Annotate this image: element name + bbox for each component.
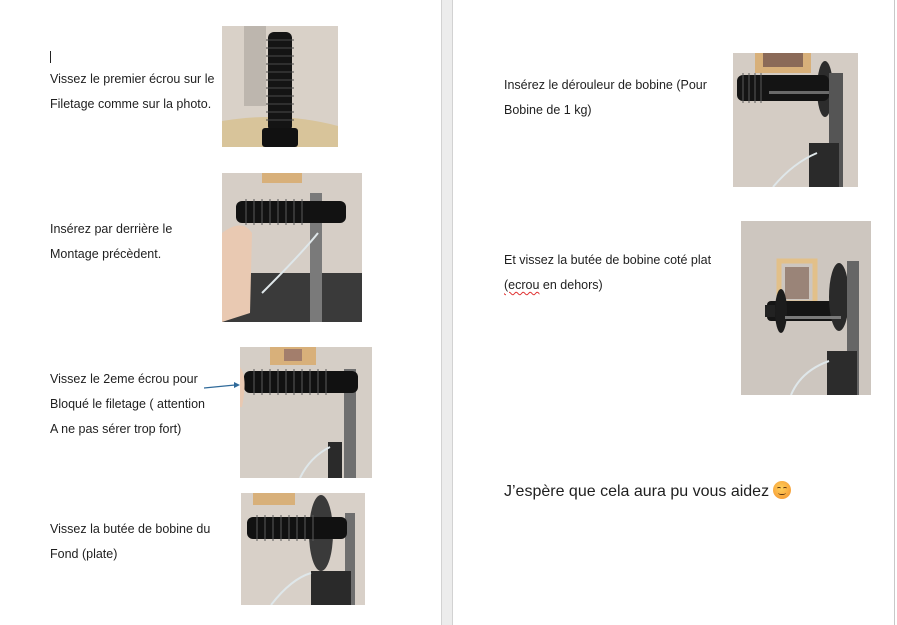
- step-6-text[interactable]: [504, 248, 711, 298]
- spool-holder-photo[interactable]: [733, 53, 858, 187]
- step-6-line-1: Et vissez la butée de bobine coté plat: [504, 253, 712, 267]
- threaded-rod-upright-photo[interactable]: [222, 26, 338, 147]
- step-3-line-3: A ne pas sérer trop fort): [50, 422, 182, 436]
- step-1-line-1: Vissez le premier écrou sur le: [50, 72, 215, 86]
- hand-inserting-rod-photo[interactable]: [222, 173, 362, 322]
- closing-text: J’espère que cela aura pu vous aidez: [504, 483, 770, 500]
- step-6-line-2-rest: en dehors): [542, 278, 603, 292]
- second-nut-photo[interactable]: [240, 347, 372, 478]
- step-5-line-2: Bobine de 1 kg): [504, 103, 592, 117]
- closing-message[interactable]: [504, 480, 791, 504]
- spool-stop-front-photo[interactable]: [741, 221, 871, 395]
- document-page-1[interactable]: [0, 0, 441, 625]
- step-4-line-1: Vissez la butée de bobine du: [50, 522, 211, 536]
- step-5-line-1: Insérez le dérouleur de bobine (Pour: [504, 78, 707, 92]
- step-3-line-2: Bloqué le filetage ( attention: [50, 397, 205, 411]
- page-separator: [441, 0, 453, 625]
- step-2-text[interactable]: [50, 217, 172, 267]
- arrow-pointer-icon: [204, 381, 240, 391]
- step-3-text[interactable]: [50, 367, 205, 442]
- document-page-2[interactable]: [453, 0, 895, 625]
- step-1-text[interactable]: [50, 67, 214, 117]
- step-3-line-1: Vissez le 2eme écrou pour: [50, 372, 198, 386]
- step-4-text[interactable]: [50, 517, 210, 567]
- step-5-text[interactable]: [504, 73, 707, 123]
- step-4-line-2: Fond (plate): [50, 547, 118, 561]
- step-1-line-2: Filetage comme sur la photo.: [50, 97, 212, 111]
- spool-stop-back-photo[interactable]: [241, 493, 365, 605]
- misspelled-word[interactable]: (ecrou: [504, 278, 540, 292]
- step-2-line-1: Insérez par derrière le: [50, 222, 173, 236]
- step-2-line-2: Montage précèdent.: [50, 247, 162, 261]
- text-cursor: [50, 51, 51, 63]
- step-6-line-2: [504, 273, 711, 298]
- smiling-face-emoji-icon: [773, 481, 791, 499]
